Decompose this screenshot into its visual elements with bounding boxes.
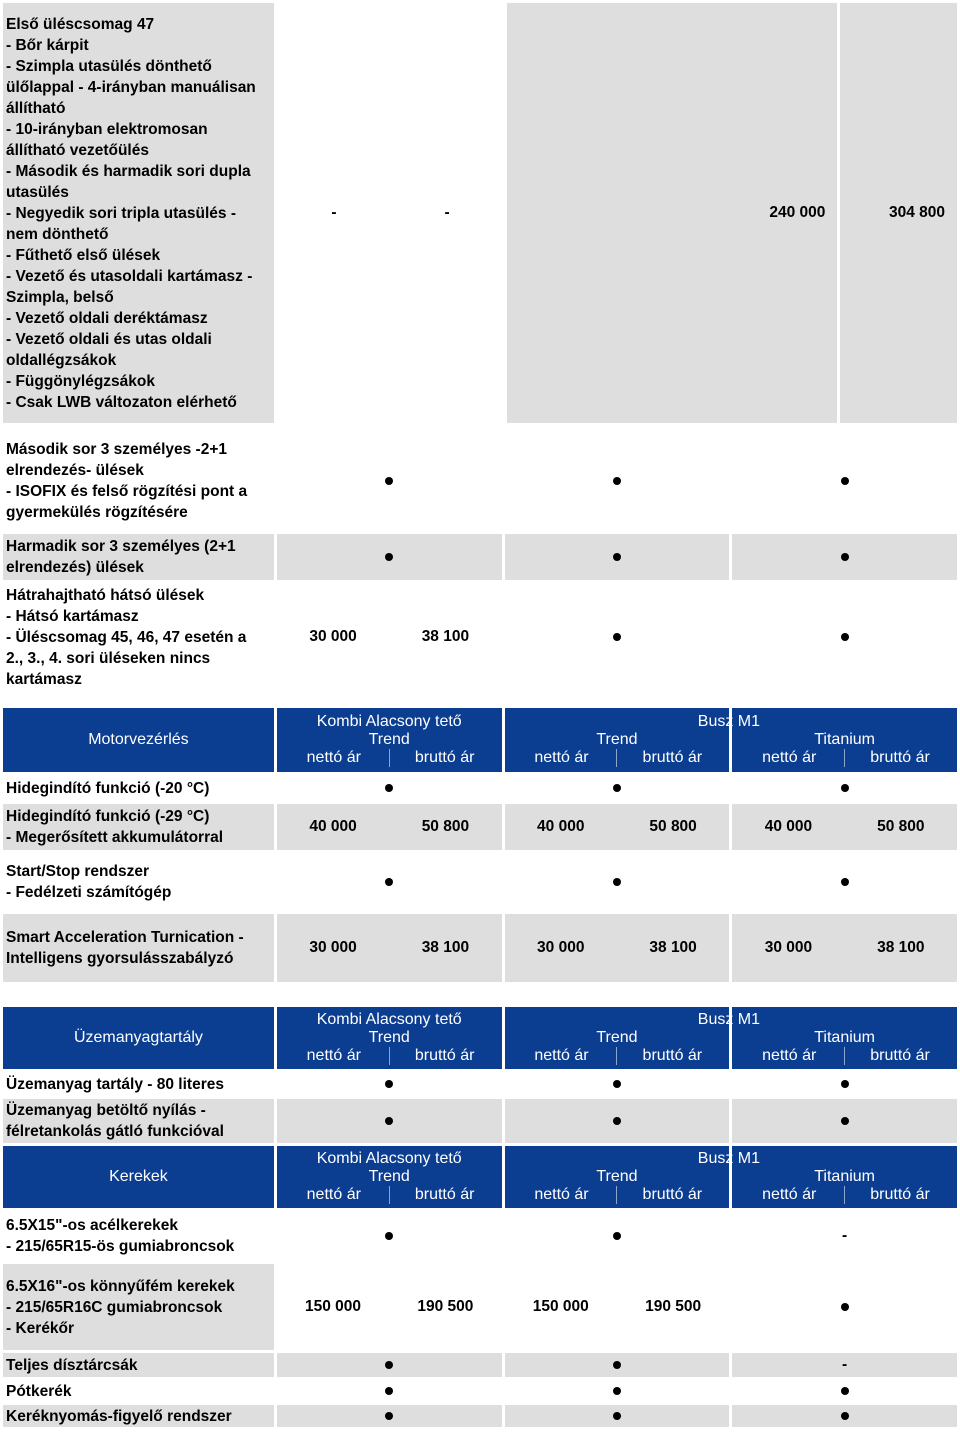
seat-pack-line: oldallégzsákok: [6, 351, 117, 369]
rear-fold-row: [3, 583, 957, 691]
second-row-row: [3, 431, 957, 531]
titanium-label: Titanium: [814, 1029, 876, 1046]
seat-pack-line: - Bőr kárpit: [6, 36, 89, 54]
seat-pack-value: -: [331, 204, 337, 221]
price-netto: 40 000: [764, 818, 813, 835]
standard-dot-icon: [841, 1117, 849, 1125]
standard-dot-icon: [841, 878, 849, 886]
standard-dot-icon: [385, 1361, 393, 1369]
seat-pack-netto: 240 000: [507, 3, 838, 423]
second-row-line: gyermekülés rögzítésére: [6, 504, 188, 521]
rear-fold-brutto: 38 100: [421, 628, 470, 645]
seat-pack-line: - Vezető és utasoldali kartámasz -: [6, 267, 253, 285]
price-brutto: 38 100: [421, 939, 470, 956]
netto-label: nettó ár: [306, 1047, 361, 1064]
brutto-label: bruttó ár: [844, 1186, 955, 1204]
feature-label: - Megerősített akkumulátorral: [6, 829, 224, 846]
feature-label: Smart Acceleration Turnication -: [6, 929, 244, 946]
feature-label: 6.5X16"-os könnyűfém kerekek: [6, 1277, 235, 1295]
price-brutto: 190 500: [645, 1298, 702, 1315]
seat-pack-line: - Fűthető első ülések: [6, 246, 161, 264]
brutto-label: bruttó ár: [389, 1186, 500, 1204]
group2-label: Busz M1: [697, 713, 761, 730]
feature-label: Pótkerék: [6, 1382, 72, 1400]
feature-label: - 215/65R15-ös gumiabroncsok: [6, 1238, 235, 1255]
seat-pack-line: - Csak LWB változaton elérhető: [6, 393, 237, 411]
third-row-row: [3, 534, 957, 580]
wheels-header: [3, 1146, 957, 1208]
price-netto: 40 000: [537, 818, 585, 835]
group2-label: Busz M1: [697, 1011, 761, 1028]
seat-pack-title: Első üléscsomag 47: [6, 15, 155, 33]
seat-pack-line: nem dönthető: [6, 225, 109, 243]
seat-pack-line: - Függönylégzsákok: [6, 372, 155, 390]
trend-label: Trend: [368, 1168, 410, 1185]
standard-dot-icon: [613, 784, 621, 792]
feature-row: [3, 1072, 957, 1096]
price-brutto: 50 800: [421, 818, 470, 835]
standard-dot-icon: [613, 1412, 621, 1420]
seat-pack-label: [3, 3, 274, 423]
seat-pack-line: - Második és harmadik sori dupla: [6, 162, 251, 180]
standard-dot-icon: [385, 477, 393, 485]
standard-dot-icon: [385, 1080, 393, 1088]
brutto-label: bruttó ár: [616, 749, 727, 767]
group1-label: Kombi Alacsony tető: [316, 1011, 462, 1028]
feature-label: Hidegindító funkció (-29 °C): [6, 808, 210, 825]
motor-header: [3, 708, 957, 772]
trend-label: Trend: [596, 731, 638, 748]
seat-pack-line: - Vezető oldali deréktámasz: [6, 309, 208, 327]
standard-dot-icon: [385, 1412, 393, 1420]
seat-pack-line: - Vezető oldali és utas oldali: [6, 330, 212, 348]
seat-pack-line: - Negyedik sori tripla utasülés -: [6, 204, 236, 222]
seat-pack-row: [3, 3, 957, 423]
brutto-label: bruttó ár: [844, 749, 955, 767]
rear-fold-netto: 30 000: [309, 628, 357, 645]
trend-label: Trend: [368, 731, 410, 748]
standard-dot-icon: [613, 1387, 621, 1395]
standard-dot-icon: [613, 633, 621, 641]
fuel-title: Üzemanyagtartály: [3, 1007, 274, 1069]
third-row-line: elrendezés) ülések: [6, 559, 144, 576]
standard-dot-icon: [385, 1232, 393, 1240]
seating-table: [0, 428, 960, 694]
seat-pack-line: állítható: [6, 99, 66, 117]
rear-fold-line: kartámasz: [6, 670, 82, 688]
feature-label: Teljes dísztárcsák: [3, 1353, 274, 1377]
feature-label: Hidegindító funkció (-20 °C): [6, 779, 210, 797]
price-brutto: 50 800: [877, 818, 925, 835]
brutto-label: bruttó ár: [389, 749, 500, 767]
price-brutto: 190 500: [417, 1298, 474, 1315]
price-netto: 150 000: [305, 1298, 362, 1315]
netto-label: nettó ár: [534, 749, 589, 766]
netto-label: nettó ár: [762, 1047, 817, 1064]
group2-label: Busz M1: [697, 1150, 761, 1167]
feature-label: Üzemanyag betöltő nyílás -: [6, 1102, 206, 1119]
brutto-label: bruttó ár: [389, 1047, 500, 1065]
brutto-label: bruttó ár: [844, 1047, 955, 1065]
trend-label: Trend: [368, 1029, 410, 1046]
feature-label: Üzemanyag tartály - 80 literes: [6, 1075, 224, 1093]
motor-title: Motorvezérlés: [3, 708, 274, 772]
feature-label: - 215/65R16C gumiabroncsok: [6, 1298, 223, 1316]
group1-label: Kombi Alacsony tető: [316, 1150, 462, 1167]
seat-pack-value: -: [444, 204, 450, 221]
seat-pack-brutto: 304 800: [840, 3, 957, 423]
seat-pack-line: állítható vezetőülés: [6, 141, 149, 159]
standard-dot-icon: [841, 1303, 849, 1311]
netto-label: nettó ár: [762, 749, 817, 766]
price-netto: 30 000: [764, 939, 813, 956]
seat-pack-line: utasülés: [6, 183, 69, 201]
standard-dot-icon: [613, 1361, 621, 1369]
wheels-title: Kerekek: [3, 1146, 274, 1208]
titanium-label: Titanium: [814, 731, 876, 748]
standard-dot-icon: [841, 477, 849, 485]
not-available-mark: -: [732, 1353, 957, 1377]
feature-row: [3, 1264, 957, 1350]
feature-label: Keréknyomás-figyelő rendszer: [3, 1405, 274, 1427]
standard-dot-icon: [385, 553, 393, 561]
seat-pack-table: [0, 0, 960, 426]
feature-label: Start/Stop rendszer: [6, 863, 149, 880]
seat-pack-line: - 10-irányban elektromosan: [6, 120, 208, 138]
rear-fold-line: - Üléscsomag 45, 46, 47 esetén a: [6, 628, 247, 646]
standard-dot-icon: [613, 878, 621, 886]
feature-label: - Kerékőr: [6, 1319, 75, 1337]
standard-dot-icon: [841, 1412, 849, 1420]
price-netto: 150 000: [532, 1298, 589, 1315]
netto-label: nettó ár: [534, 1047, 589, 1064]
feature-row: [3, 1405, 957, 1427]
standard-dot-icon: [841, 553, 849, 561]
price-netto: 30 000: [309, 939, 357, 956]
brutto-label: bruttó ár: [616, 1186, 727, 1204]
standard-dot-icon: [613, 553, 621, 561]
netto-label: nettó ár: [306, 1186, 361, 1203]
second-row-line: Második sor 3 személyes -2+1: [6, 441, 227, 458]
netto-label: nettó ár: [762, 1186, 817, 1203]
price-brutto: 38 100: [877, 939, 925, 956]
standard-dot-icon: [613, 1117, 621, 1125]
not-available-mark: -: [842, 1227, 848, 1244]
feature-row: [3, 1353, 957, 1377]
seat-pack-line: ülőlappal - 4-irányban manuálisan: [6, 78, 256, 96]
standard-dot-icon: [841, 784, 849, 792]
feature-row: [3, 853, 957, 911]
rear-fold-line: - Hátsó kartámasz: [6, 607, 139, 625]
feature-row: [3, 914, 957, 982]
group1-label: Kombi Alacsony tető: [316, 713, 462, 730]
standard-dot-icon: [841, 633, 849, 641]
feature-label: - Fedélzeti számítógép: [6, 884, 172, 901]
feature-row: [3, 1211, 957, 1261]
feature-row: [3, 1380, 957, 1402]
feature-row: [3, 775, 957, 801]
trend-label: Trend: [596, 1029, 638, 1046]
seat-pack-line: Szimpla, belső: [6, 288, 114, 306]
rear-fold-line: 2., 3., 4. sori üléseken nincs: [6, 649, 211, 667]
trend-label: Trend: [596, 1168, 638, 1185]
feature-label: Intelligens gyorsulásszabályzó: [6, 950, 234, 967]
standard-dot-icon: [613, 477, 621, 485]
second-row-line: elrendezés- ülések: [6, 462, 144, 479]
standard-dot-icon: [613, 1232, 621, 1240]
feature-label: 6.5X15"-os acélkerekek: [6, 1217, 178, 1234]
motor-table: [0, 705, 960, 985]
third-row-line: Harmadik sor 3 személyes (2+1: [6, 538, 236, 555]
price-brutto: 50 800: [649, 818, 697, 835]
standard-dot-icon: [385, 1387, 393, 1395]
price-brutto: 38 100: [649, 939, 697, 956]
fuel-header: [3, 1007, 957, 1069]
titanium-label: Titanium: [814, 1168, 876, 1185]
brutto-label: bruttó ár: [616, 1047, 727, 1065]
standard-dot-icon: [613, 1080, 621, 1088]
standard-dot-icon: [385, 1117, 393, 1125]
standard-dot-icon: [841, 1080, 849, 1088]
fuel-wheels-table: [0, 1004, 960, 1430]
feature-row: [3, 804, 957, 850]
feature-label: félretankolás gátló funkcióval: [6, 1123, 224, 1140]
standard-dot-icon: [385, 878, 393, 886]
netto-label: nettó ár: [534, 1186, 589, 1203]
standard-dot-icon: [841, 1387, 849, 1395]
second-row-line: - ISOFIX és felső rögzítési pont a: [6, 483, 248, 500]
rear-fold-line: Hátrahajtható hátsó ülések: [6, 586, 205, 604]
price-netto: 30 000: [537, 939, 585, 956]
seat-pack-line: - Szimpla utasülés dönthető: [6, 57, 212, 75]
standard-dot-icon: [385, 784, 393, 792]
price-netto: 40 000: [309, 818, 357, 835]
netto-label: nettó ár: [306, 749, 361, 766]
feature-row: [3, 1099, 957, 1143]
